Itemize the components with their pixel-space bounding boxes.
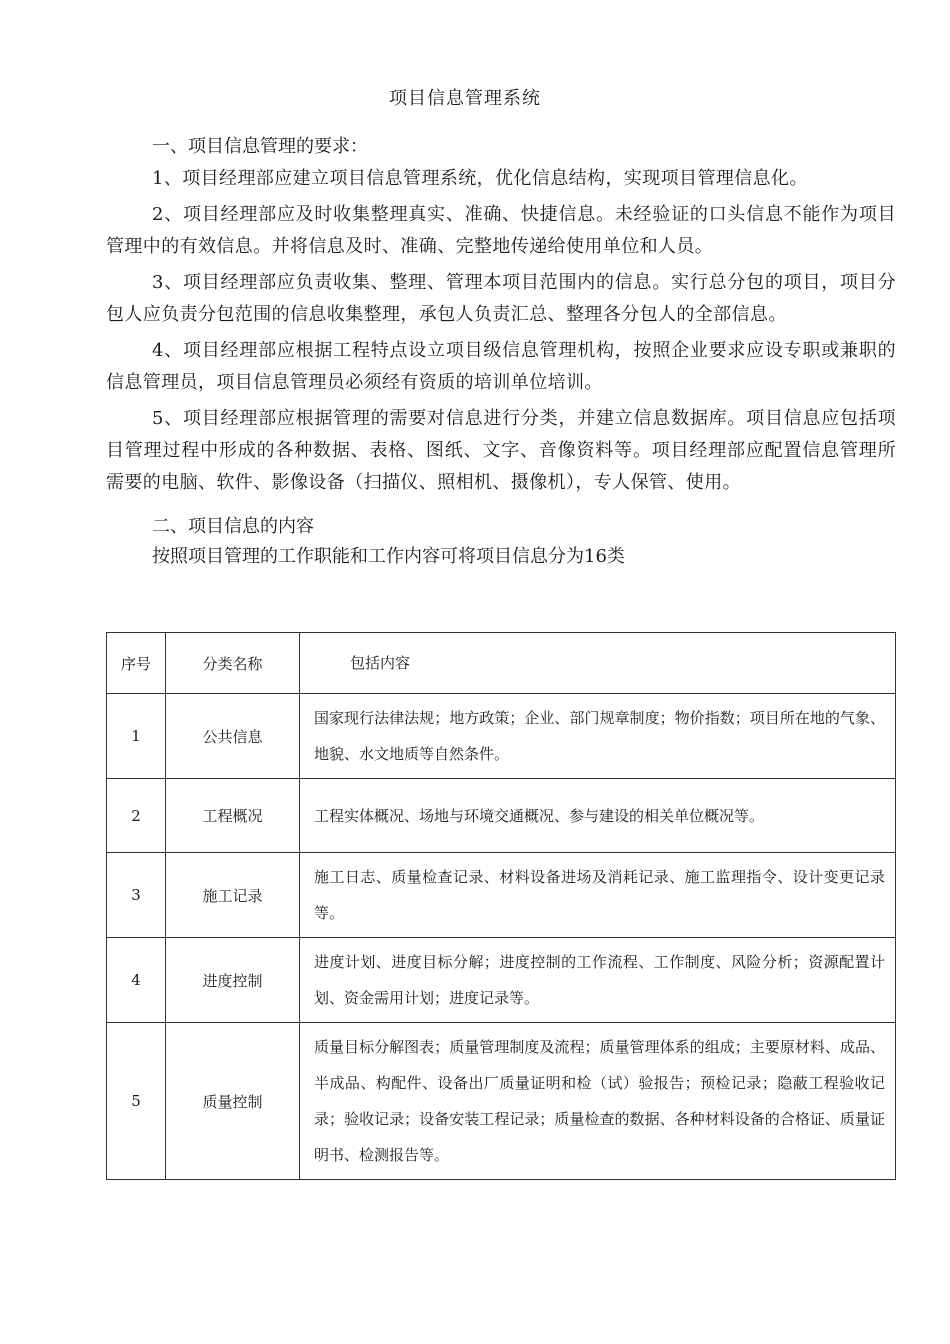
requirement-item-1: 1、项目经理部应建立项目信息管理系统，优化信息结构，实现项目管理信息化。 (152, 168, 808, 189)
document-body (106, 131, 896, 571)
row-name: 质量控制 (166, 1023, 300, 1180)
row-content: 工程实体概况、场地与环境交通概况、参与建设的相关单位概况等。 (300, 779, 896, 853)
row-no: 5 (107, 1023, 166, 1180)
table-header-row (107, 633, 896, 694)
table-row (107, 938, 896, 1023)
row-name: 进度控制 (166, 938, 300, 1023)
row-content: 国家现行法律法规；地方政策；企业、部门规章制度；物价指数；项目所在地的气象、地貌、水文地质等自然条件。 (300, 694, 896, 779)
requirement-item-2: 2、项目经理部应及时收集整理真实、准确、快捷信息。未经验证的口头信息不能作为项目管理中的有效信息。并将信息及时、准确、完整地传递给使用单位和人员。 (106, 204, 896, 257)
section-heading-requirements: 一、项目信息管理的要求： (152, 136, 368, 157)
row-no: 4 (107, 938, 166, 1023)
row-name: 工程概况 (166, 779, 300, 853)
row-no: 1 (107, 694, 166, 779)
row-no: 2 (107, 779, 166, 853)
header-name: 分类名称 (166, 633, 300, 694)
table-row (107, 853, 896, 938)
header-content: 包括内容 (300, 633, 896, 694)
table-row (107, 694, 896, 779)
table-row (107, 1023, 896, 1180)
table-row (107, 779, 896, 853)
row-content: 施工日志、质量检查记录、材料设备进场及消耗记录、施工监理指令、设计变更记录等。 (300, 853, 896, 938)
requirement-item-5: 5、项目经理部应根据管理的需要对信息进行分类，并建立信息数据库。项目信息应包括项目管理过程中形成的各种数据、表格、图纸、文字、音像资料等。项目经理部应配置信息管理所需要的电脑、软件、影像设备（扫描仪、照相机、摄像机），专人保管、使用。 (106, 408, 896, 493)
row-no: 3 (107, 853, 166, 938)
requirement-item-4: 4、项目经理部应根据工程特点设立项目级信息管理机构，按照企业要求应设专职或兼职的信息管理员，项目信息管理员必须经有资质的培训单位培训。 (106, 340, 896, 393)
row-name: 施工记录 (166, 853, 300, 938)
info-category-table (106, 632, 896, 1180)
section-intro: 按照项目管理的工作职能和工作内容可将项目信息分为16类 (152, 546, 625, 567)
requirement-item-3: 3、项目经理部应负责收集、整理、管理本项目范围内的信息。实行总分包的项目，项目分包人应负责分包范围的信息收集整理，承包人负责汇总、整理各分包人的全部信息。 (106, 272, 896, 325)
row-content: 进度计划、进度目标分解；进度控制的工作流程、工作制度、风险分析；资源配置计划、资金需用计划；进度记录等。 (300, 938, 896, 1023)
section-heading-content: 二、项目信息的内容 (152, 516, 314, 537)
document-title: 项目信息管理系统 (389, 88, 541, 109)
header-no: 序号 (107, 633, 166, 694)
row-content: 质量目标分解图表；质量管理制度及流程；质量管理体系的组成；主要原材料、成品、半成品、构配件、设备出厂质量证明和检（试）验报告；预检记录；隐蔽工程验收记录；验收记录；设备安装工程记录；质量检查的数据、各种材料设备的合格证、质量证明书、检测报告等。 (300, 1023, 896, 1180)
row-name: 公共信息 (166, 694, 300, 779)
